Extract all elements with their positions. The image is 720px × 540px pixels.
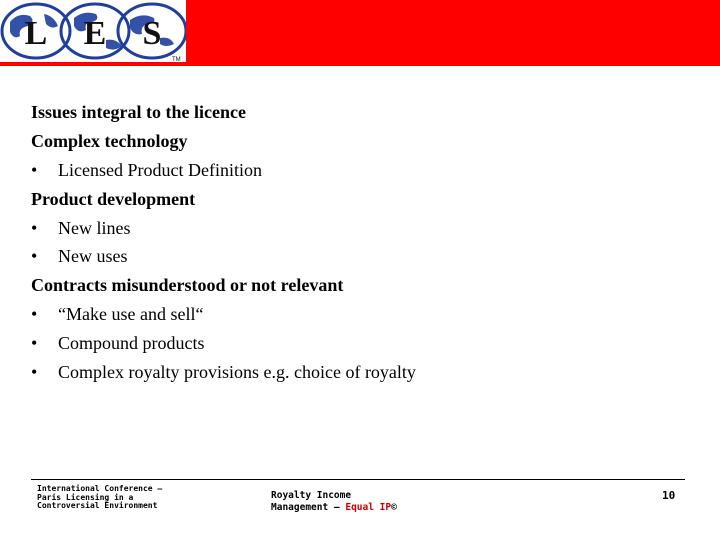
les-logo: [0, 0, 186, 62]
heading-text: Product development: [31, 188, 196, 209]
heading-line: [31, 185, 701, 214]
heading-line: [31, 127, 701, 156]
heading-text: Issues integral to the licence: [31, 102, 246, 122]
bullet-icon: •: [31, 362, 38, 383]
page-number: 10: [662, 489, 676, 502]
heading-line: [31, 98, 701, 127]
bullet-icon: •: [31, 246, 38, 267]
les-globe-logo-icon: [0, 0, 186, 62]
footer-copyright: ©: [391, 502, 397, 513]
bullet-icon: •: [31, 217, 38, 238]
bullet-icon: •: [31, 159, 38, 180]
heading-line: [31, 271, 701, 300]
slide-title: Risk Assessment and audit: [306, 20, 574, 47]
slide-body: [31, 98, 701, 387]
bullet-text: New lines: [58, 217, 131, 238]
bullet-text: Licensed Product Definition: [58, 159, 262, 180]
logo-letter-e: E: [83, 15, 107, 52]
footer-equal-ip: Equal IP: [345, 502, 392, 513]
bullet-item: [31, 214, 701, 243]
footer-title-prefix: Management –: [271, 502, 346, 513]
footer-presentation-title: [271, 490, 471, 514]
heading-text: Complex technology: [31, 130, 188, 151]
bullet-item: [31, 156, 701, 185]
bullet-item: [31, 242, 701, 271]
bullet-item: [31, 358, 701, 387]
logo-letter-l: L: [24, 15, 48, 52]
bullet-text: Compound products: [58, 333, 205, 354]
bullet-icon: •: [31, 304, 38, 325]
bullet-text: “Make use and sell“: [58, 304, 204, 325]
bullet-text: New uses: [58, 246, 128, 267]
bullet-icon: •: [31, 333, 38, 354]
footer-conference-text: International Conference – Paris Licensing in a Controversial Environment: [37, 484, 163, 510]
footer-divider: [31, 479, 685, 480]
bullet-item: [31, 300, 701, 329]
footer-title-line-2: [271, 502, 471, 514]
logo-trademark: TM: [172, 57, 181, 62]
footer-title-line-1: Royalty Income: [271, 490, 352, 501]
logo-letter-s: S: [142, 15, 162, 52]
bullet-text: Complex royalty provisions e.g. choice of royalty: [58, 362, 416, 383]
heading-text: Contracts misunderstood or not relevant: [31, 275, 344, 296]
header-bar: [0, 0, 720, 66]
bullet-item: [31, 329, 701, 358]
